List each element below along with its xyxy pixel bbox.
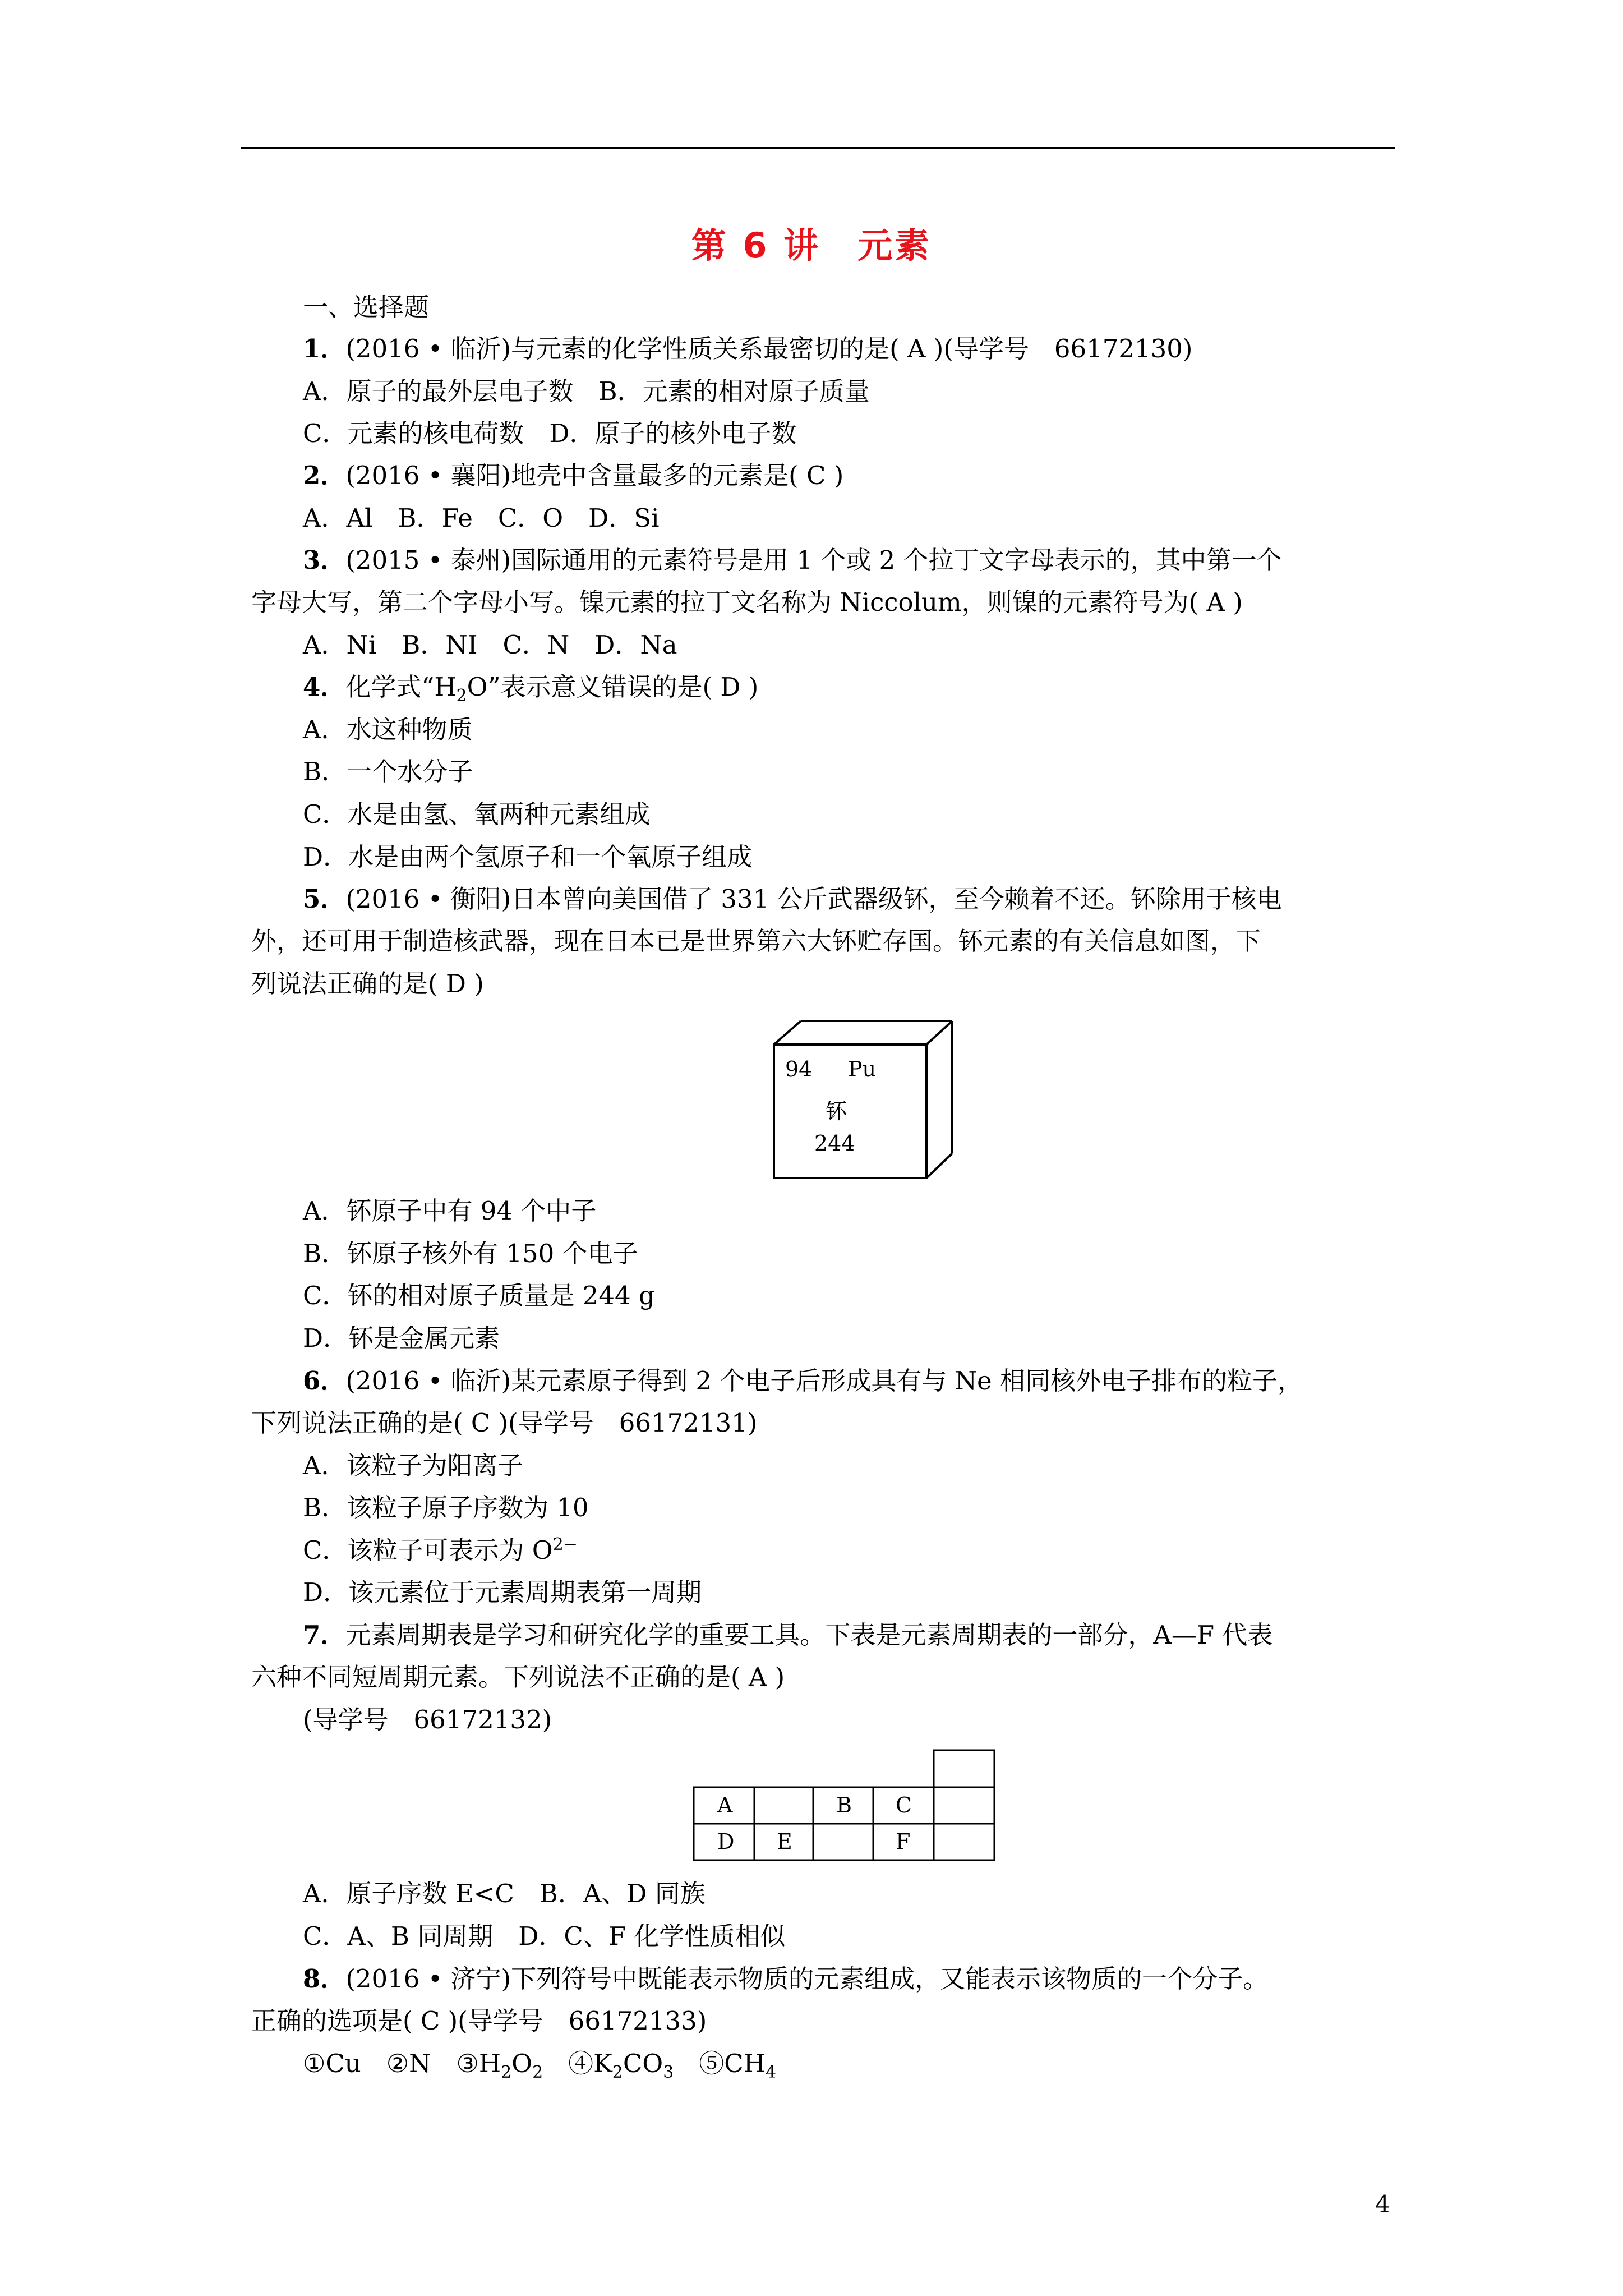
question-7-guide-number: (导学号 66172132): [303, 1705, 552, 1734]
q5-option-d: D．钚是金属元素: [303, 1323, 500, 1353]
page-number: 4: [1375, 2191, 1390, 2218]
question-1: 1．(2016 • 临沂)与元素的化学性质关系最密切的是( A )(导学号 66172130): [303, 334, 1193, 364]
question-5: 5．(2016 • 衡阳)日本曾向美国借了 331 公斤武器级钚，至今赖着不还。钚除用于核电: [303, 884, 1282, 914]
question-2: 2．(2016 • 襄阳)地壳中含量最多的元素是( C ): [303, 461, 844, 490]
q5-option-b: B．钚原子核外有 150 个电子: [303, 1239, 638, 1268]
question-7-cont: 六种不同短周期元素。下列说法不正确的是( A ): [251, 1662, 785, 1692]
q6-option-a: A．该粒子为阳离子: [303, 1451, 523, 1480]
q6-option-b: B．该粒子原子序数为 10: [303, 1493, 589, 1522]
q1-options-ab: A．原子的最外层电子数 B．元素的相对原子质量: [303, 376, 870, 406]
table-cell-c: C: [896, 1793, 912, 1818]
q5-option-c: C．钚的相对原子质量是 244 g: [303, 1281, 655, 1310]
element-symbol: Pu: [848, 1057, 877, 1082]
element-name: 钚: [826, 1099, 847, 1124]
q7-options-cd: C．A、B 同周期 D．C、F 化学性质相似: [303, 1921, 786, 1951]
table-cell-b: B: [836, 1793, 852, 1818]
q4-option-a: A．水这种物质: [303, 715, 473, 744]
q3-options: A．Ni B．NI C．N D．Na: [303, 630, 677, 660]
header-rule: [241, 147, 1395, 149]
question-8-cont: 正确的选项是( C )(导学号 66172133): [251, 2006, 707, 2036]
q8-options: ①Cu ②N $③H_2O_2$ $④K_2CO_3$ $⑤CH_4$: [303, 2049, 777, 2082]
question-3-cont: 字母大写，第二个字母小写。镍元素的拉丁文名称为 Niccolum，则镍的元素符号为( A ): [251, 587, 1243, 617]
q4-option-d: D．水是由两个氢原子和一个氧原子组成: [303, 842, 753, 872]
q5-option-a: A．钚原子中有 94 个中子: [303, 1196, 597, 1226]
q2-options: A．Al B．Fe C．O D．Si: [303, 503, 660, 533]
atomic-number: 94: [785, 1057, 813, 1082]
table-cell-a: A: [717, 1793, 733, 1818]
q7-options-ab: A．原子序数 E<C B．A、D 同族: [303, 1879, 706, 1908]
plutonium-element-cube: [773, 1020, 963, 1180]
question-5-cont: 外，还可用于制造核武器，现在日本已是世界第六大钚贮存国。钚元素的有关信息如图，下: [251, 926, 1261, 956]
question-8: 8．(2016 • 济宁)下列符号中既能表示物质的元素组成，又能表示该物质的一个分子。: [303, 1964, 1269, 1994]
q6-option-c: C．该粒子可表示为 $O^{2-}$: [303, 1535, 578, 1565]
question-7: 7．元素周期表是学习和研究化学的重要工具。下表是元素周期表的一部分，A—F 代表: [303, 1620, 1273, 1650]
page-title: 第 6 讲 元素: [691, 225, 932, 266]
q6-option-d: D．该元素位于元素周期表第一周期: [303, 1577, 702, 1607]
question-3: 3．(2015 • 泰州)国际通用的元素符号是用 1 个或 2 个拉丁文字母表示的，其中第一个: [303, 545, 1282, 575]
question-6: 6．(2016 • 临沂)某元素原子得到 2 个电子后形成具有与 Ne 相同核外电子排布的粒子，: [303, 1366, 1303, 1396]
atomic-mass: 244: [814, 1131, 855, 1156]
question-5-cont2: 列说法正确的是( D ): [251, 969, 484, 999]
table-cell-e: E: [777, 1829, 792, 1854]
question-6-cont: 下列说法正确的是( C )(导学号 66172131): [251, 1408, 758, 1438]
q4-option-c: C．水是由氢、氧两种元素组成: [303, 799, 651, 829]
q1-options-cd: C．元素的核电荷数 D．原子的核外电子数: [303, 418, 797, 448]
table-cell-d: D: [717, 1829, 735, 1854]
question-4: 4．化学式“$H_2O$”表示意义错误的是( D ): [303, 672, 759, 706]
periodic-table-fragment: [693, 1749, 1007, 1861]
table-cell-f: F: [896, 1829, 911, 1854]
section-heading: 一、选择题: [303, 292, 430, 322]
q4-option-b: B．一个水分子: [303, 757, 473, 786]
